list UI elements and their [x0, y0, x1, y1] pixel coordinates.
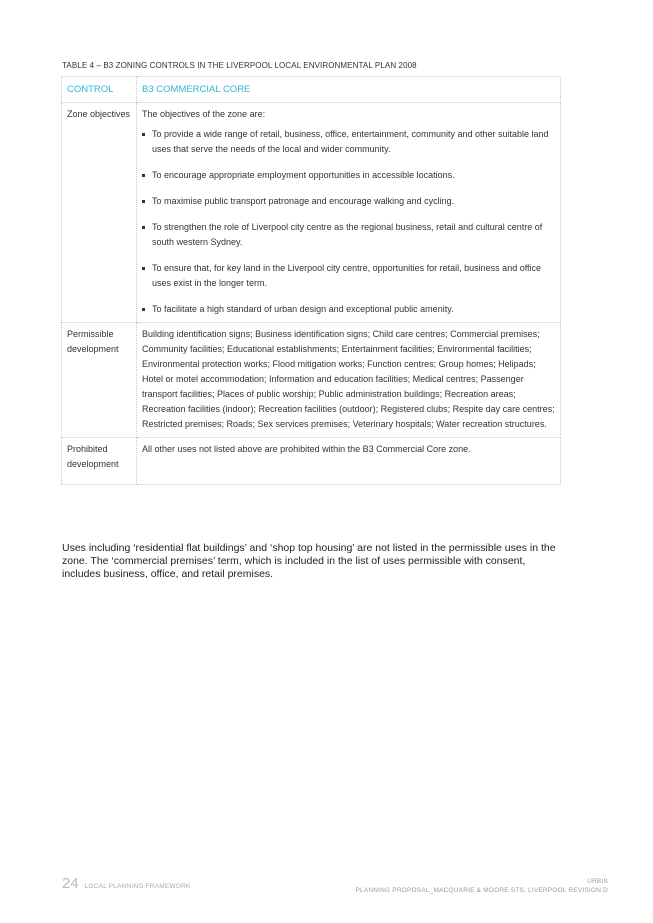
column-header-control: CONTROL [62, 77, 137, 103]
prohibited-development-cell: All other uses not listed above are prohibited within the B3 Commercial Core zone. [137, 438, 561, 485]
table-row [62, 438, 561, 485]
table-header-row [62, 77, 561, 103]
list-item: To encourage appropriate employment opportunities in accessible locations. [142, 168, 556, 183]
table-row [62, 103, 561, 323]
list-item: To facilitate a high standard of urban design and exceptional public amenity. [142, 302, 556, 317]
table-caption: TABLE 4 – B3 ZONING CONTROLS IN THE LIVERPOOL LOCAL ENVIRONMENTAL PLAN 2008 [62, 61, 417, 70]
list-item: To provide a wide range of retail, business, office, entertainment, community and other suitable land uses that serve the needs of the local and wider community. [142, 127, 556, 157]
body-paragraph: Uses including ‘residential flat buildings’ and ‘shop top housing’ are not listed in the permissible uses in the zone. The ‘commercial premises’ term, which is included in the list of uses permissible with consent, includes business, office, and retail premises. [62, 541, 556, 580]
footer-right [355, 877, 608, 895]
row-label-permissible: Permissible development [62, 323, 137, 438]
list-item: To maximise public transport patronage and encourage walking and cycling. [142, 194, 556, 209]
list-item: To strengthen the role of Liverpool city centre as the regional business, retail and cultural centre of south western Sydney. [142, 220, 556, 250]
zoning-controls-table [61, 76, 561, 485]
list-item: To ensure that, for key land in the Liverpool city centre, opportunities for retail, business and office uses exist in the longer term. [142, 261, 556, 291]
zone-objectives-cell [137, 103, 561, 323]
column-header-zone: B3 COMMERCIAL CORE [137, 77, 561, 103]
objectives-list [142, 127, 556, 317]
footer-org: URBIS [587, 878, 608, 885]
table-row [62, 323, 561, 438]
footer-report-title: PLANNING PROPOSAL_MACQUARIE & MOORE STS, LIVERPOOL REVISION D [355, 887, 608, 894]
row-label-prohibited: Prohibited development [62, 438, 137, 485]
footer-section-label: LOCAL PLANNING FRAMEWORK [84, 883, 191, 890]
row-label-zone-objectives: Zone objectives [62, 103, 137, 323]
permissible-development-cell: Building identification signs; Business identification signs; Child care centres; Commercial premises; Community facilities; Educational establishments; Entertainment facilities; Environmental facilities; Environmental protection works; Flood mitigation works; Function centres; Group homes; Helipads; Hotel or motel accommodation; Information and education facilities; Medical centres; Passenger transport facilities; Places of public worship; Public administration buildings; Recreation areas; Recreation facilities (indoor); Recreation facilities (outdoor); Registered clubs; Respite day care centres; Restricted premises; Roads; Sex services premises; Veterinary hospitals; Water recreation structures. [137, 323, 561, 438]
objectives-intro: The objectives of the zone are: [142, 109, 266, 119]
footer-left [62, 875, 190, 892]
page-number: 24 [62, 875, 79, 892]
